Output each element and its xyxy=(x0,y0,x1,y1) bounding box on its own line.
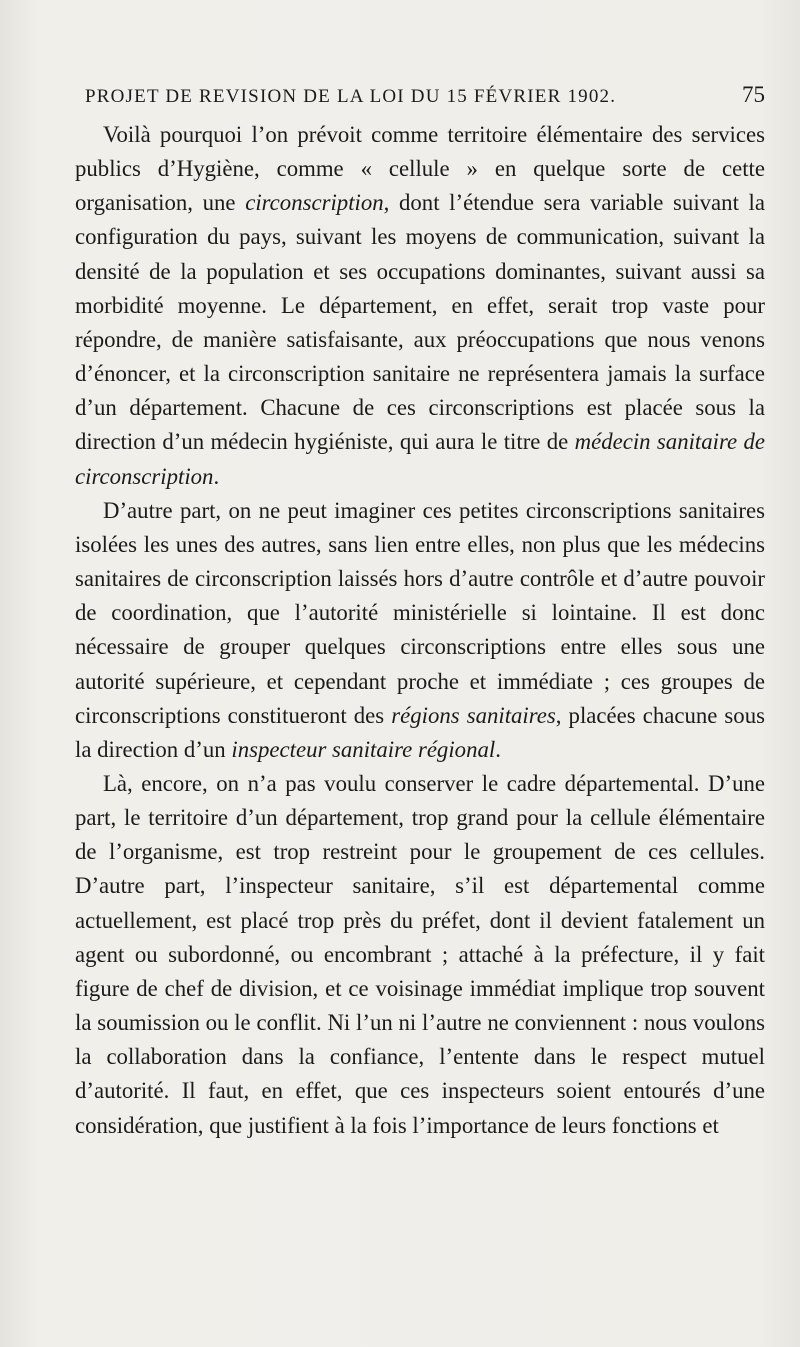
paragraph-3: Là, encore, on n’a pas voulu conserver le cadre départemental. D’une part, le territoire d’un département, trop grand pour la cellule élémentaire de l’organisme, est trop restreint pour le groupement de ces cellules. D’autre part, l’inspecteur sanitaire, s’il est départemental comme actuellement, est placé trop près du préfet, dont il devient fatalement un agent ou subordonné, ou encombrant ; attaché à la préfecture, il y fait figure de chef de division, et ce voisinage immédiat implique trop souvent la soumission ou le conflit. Ni l’un ni l’autre ne conviennent : nous voulons la collaboration dans la confiance, l’entente dans le respect mutuel d’autorité. Il faut, en effet, que ces inspecteurs soient entourés d’une considération, que justifient à la fois l’importance de leurs fonctions et xyxy=(75,770,765,1138)
running-head: PROJET DE REVISION DE LA LOI DU 15 FÉVRIER 1902. xyxy=(85,86,617,107)
text-run: , dont l’étendue sera variable suivant la configuration du pays, suivant les moyens de communication, suivant la densité de la population et ses occupations dominantes, suivant aussi sa morbidité moyenne. Le département, en effet, serait trop vaste pour répondre, de manière satisfaisante, aux préoccupations que nous venons d’énoncer, et la circonscription sanitaire ne représentera jamais la surface d’un département. Chacune de ces circonscriptions est placée sous la direction d’un médecin hygiéniste, qui aura le titre de xyxy=(75,190,765,455)
text-run: . xyxy=(213,463,220,489)
page-number: 75 xyxy=(742,82,765,107)
italic-term: régions sanitaires xyxy=(391,702,556,728)
italic-term: médecin sanitaire de circonscription xyxy=(75,429,766,489)
italic-term: inspecteur sanitaire régional xyxy=(231,736,496,762)
body-text xyxy=(75,118,765,1143)
paragraph-2 xyxy=(75,494,765,767)
text-run: D’autre part, on ne peut imaginer ces petites circonscriptions sanitaires isolées les unes des autres, sans lien entre elles, non plus que les médecins sanitaires de circonscription laissés hors d’autre contrôle et d’autre pouvoir de coordination, que l’autorité ministérielle si lointaine. Il est donc nécessaire de grouper quelques circonscriptions entre elles sous une autorité supérieure, et cependant proche et immédiate ; ces groupes de circonscriptions constitueront des xyxy=(75,497,765,728)
page-header xyxy=(85,82,765,116)
italic-term: circonscription xyxy=(245,190,384,216)
text-run: , placées chacune sous la direction d’un xyxy=(75,702,765,762)
text-run: Voilà pourquoi l’on prévoit comme territoire élémentaire des services publics d’Hygiène, comme « cellule » en quelque sorte de cette organisation, une xyxy=(75,122,765,216)
paragraph-1 xyxy=(75,118,765,494)
text-run: . xyxy=(495,736,501,762)
